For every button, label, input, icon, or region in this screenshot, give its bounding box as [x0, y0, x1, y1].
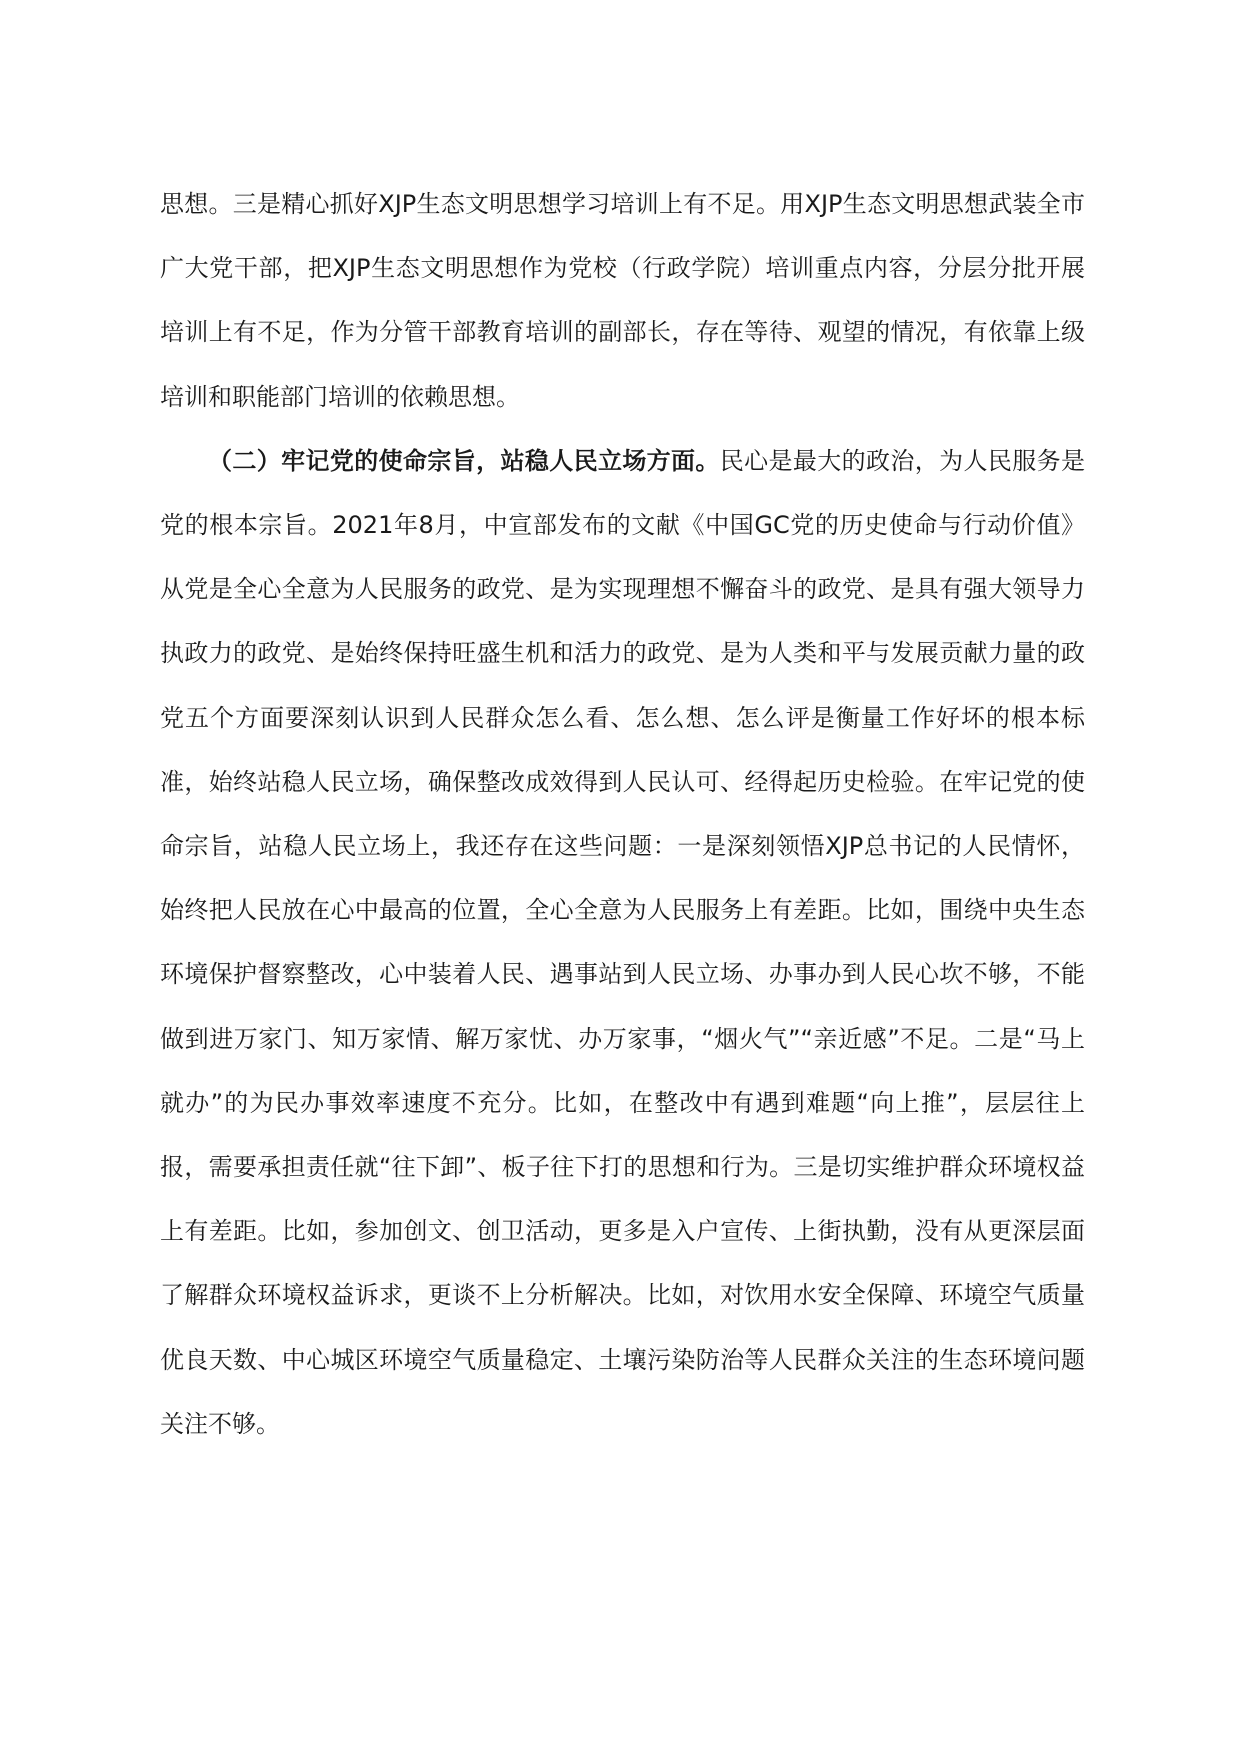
paragraph-section-two — [160, 429, 1085, 1456]
document-body — [160, 172, 1085, 1456]
paragraph-continued: 思想。三是精心抓好XJP生态文明思想学习培训上有不足。用XJP生态文明思想武装全市广大党干部，把XJP生态文明思想作为党校（行政学院）培训重点内容，分层分批开展培训上有不足，作为分管干部教育培训的副部长，存在等待、观望的情况，有依靠上级培训和职能部门培训的依赖思想。 — [160, 190, 1085, 411]
section-body-text: 民心是最大的政治，为人民服务是党的根本宗旨。2021年8月，中宣部发布的文献《中国GC党的历史使命与行动价值》从党是全心全意为人民服务的政党、是为实现理想不懈奋斗的政党、是具有强大领导力执政力的政党、是始终保持旺盛生机和活力的政党、是为人类和平与发展贡献力量的政党五个方面要深刻认识到人民群众怎么看、怎么想、怎么评是衡量工作好坏的根本标准，始终站稳人民立场，确保整改成效得到人民认可、经得起历史检验。在牢记党的使命宗旨，站稳人民立场上，我还存在这些问题：一是深刻领悟XJP总书记的人民情怀，始终把人民放在心中最高的位置，全心全意为人民服务上有差距。比如，围绕中央生态环境保护督察整改，心中装着人民、遇事站到人民立场、办事办到人民心坎不够，不能做到进万家门、知万家情、解万家忧、办万家事，“烟火气”“亲近感”不足。二是“马上就办”的为民办事效率速度不充分。比如，在整改中有遇到难题“向上推”，层层往上报，需要承担责任就“往下卸”、板子往下打的思想和行为。三是切实维护群众环境权益上有差距。比如，参加创文、创卫活动，更多是入户宣传、上街执勤，没有从更深层面了解群众环境权益诉求，更谈不上分析解决。比如，对饮用水安全保障、环境空气质量优良天数、中心城区环境空气质量稳定、土壤污染防治等人民群众关注的生态环境问题关注不够。 — [160, 446, 1086, 1438]
section-heading-lead: （二）牢记党的使命宗旨，站稳人民立场方面。 — [208, 446, 720, 475]
